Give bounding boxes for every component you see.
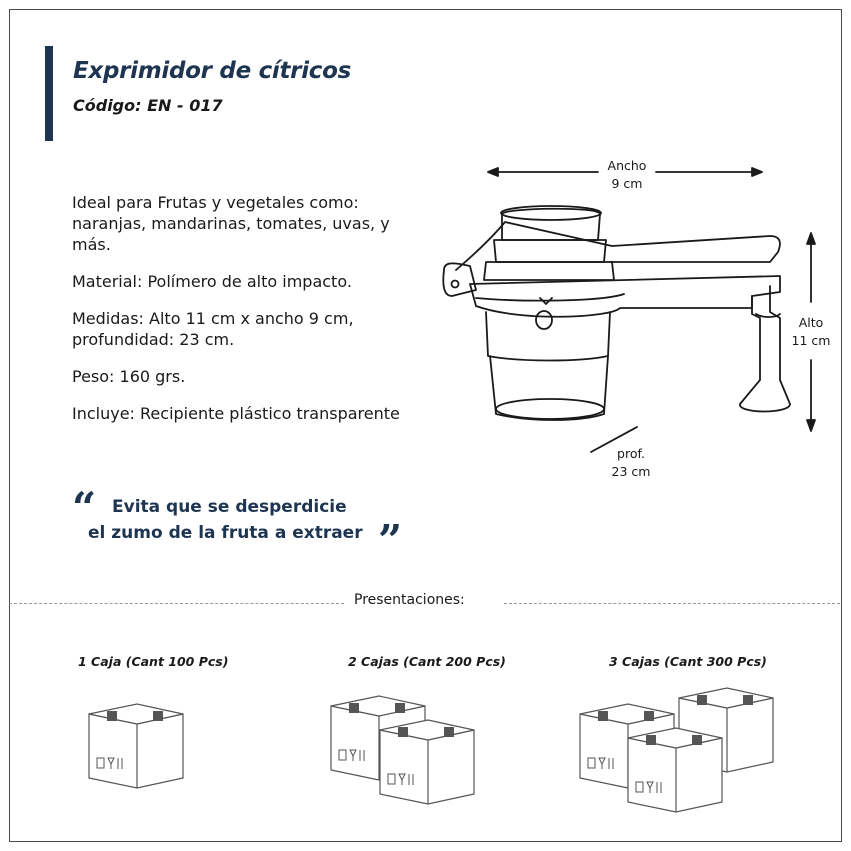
presentation-label-2: 2 Cajas (Cant 200 Pcs) — [348, 654, 506, 669]
description-includes: Incluye: Recipiente plástico transparente — [72, 404, 400, 423]
depth-dimension-label: prof. — [617, 446, 645, 461]
height-dimension-label: Alto — [798, 315, 824, 330]
depth-dimension-value: 23 cm — [611, 464, 651, 479]
description-weight: Peso: 160 grs. — [72, 367, 186, 386]
close-quote-icon: ” — [378, 516, 403, 565]
description-line: más. — [72, 235, 111, 254]
description-material: Material: Polímero de alto impacto. — [72, 272, 352, 291]
width-dimension-value: 9 cm — [611, 176, 643, 191]
measures-line: profundidad: 23 cm. — [72, 330, 235, 349]
height-dimension-value: 11 cm — [791, 333, 831, 348]
width-dimension-label: Ancho — [607, 158, 647, 173]
presentations-title: Presentaciones: — [354, 592, 465, 608]
product-code: Código: EN - 017 — [73, 96, 223, 115]
box-icon-double — [331, 696, 474, 804]
description-line: Ideal para Frutas y vegetales como: — [72, 193, 359, 212]
box-icon-triple — [580, 688, 773, 812]
product-title: Exprimidor de cítricos — [73, 58, 352, 84]
presentation-label-1: 1 Caja (Cant 100 Pcs) — [78, 654, 229, 669]
quote-line-2: el zumo de la fruta a extraer — [88, 523, 363, 543]
measures-line: Medidas: Alto 11 cm x ancho 9 cm, — [72, 309, 354, 328]
presentation-label-3: 3 Cajas (Cant 300 Pcs) — [609, 654, 767, 669]
description-line: naranjas, mandarinas, tomates, uvas, y — [72, 214, 390, 233]
box-icon-single — [89, 704, 183, 788]
open-quote-icon: “ — [72, 483, 97, 532]
quote-line-1: Evita que se desperdicie — [112, 497, 347, 517]
